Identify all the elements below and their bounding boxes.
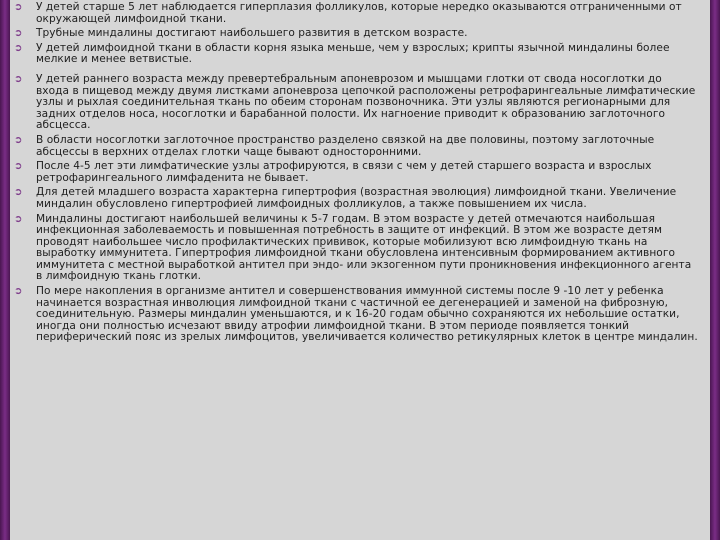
paragraph-text: По мере накопления в организме антител и совершенствования иммунной системы после 9 -10 лет у ребенка начинается возрастная инволюция лимфоидной ткани с частичной ее дегенерацией и заменой на фиброзную, соединительную. Размеры миндалин уменьшаются, и к 16-20 годам обычно сохраняются их небольшие остатки, иногда они полностью исчезают ввиду атрофии лимфоидной ткани. В этом периоде появляется тонкий периферический пояс из зрелых лимфоцитов, увеличивается количество ретикулярных клеток в центре миндалин. — [36, 285, 698, 344]
circled-arrow-bullet-icon: ➲ — [14, 134, 23, 146]
list-item — [14, 72, 698, 132]
circled-arrow-bullet-icon: ➲ — [14, 73, 23, 85]
paragraph-text: У детей старше 5 лет наблюдается гиперплазия фолликулов, которые нередко оказываются отграниченными от окружающей лимфоидной ткани. — [36, 1, 682, 25]
paragraph-text: Миндалины достигают наибольшей величины к 5-7 годам. В этом возрасте у детей отмечаются наибольшая инфекционная заболеваемость и повышенная потребность в защите от инфекций. В этом же возрасте детям проводят наибольшее число профилактических прививок, которые мобилизуют всю лимфоидную ткань на выработку иммунитета. Гипертрофия лимфоидной ткани обусловлена интенсивным формированием активного иммунитета с местной выработкой антител при эндо- или экзогенном пути проникновения инфекционного агента в лимфоидную ткань глотки. — [36, 212, 692, 283]
list-item — [14, 212, 698, 284]
circled-arrow-bullet-icon: ➲ — [14, 286, 23, 298]
circled-arrow-bullet-icon: ➲ — [14, 2, 23, 13]
circled-arrow-bullet-icon: ➲ — [14, 213, 23, 225]
list-item — [14, 285, 698, 344]
circled-arrow-bullet-icon: ➲ — [14, 42, 23, 54]
list-item — [14, 27, 698, 40]
paragraph-text: У детей лимфоидной ткани в области корня языка меньше, чем у взрослых; крипты язычной миндалины более мелкие и менее ветвистые. — [36, 41, 670, 66]
circled-arrow-bullet-icon: ➲ — [14, 161, 23, 173]
paragraph-text: Для детей младшего возраста характерна гипертрофия (возрастная эволюция) лимфоидной ткани. Увеличение миндалин обусловлено гипертрофией лимфоидных фолликулов, а также повышением их числа. — [36, 186, 677, 210]
circled-arrow-bullet-icon: ➲ — [14, 28, 23, 40]
circled-arrow-bullet-icon: ➲ — [14, 187, 23, 199]
paragraph-text: У детей раннего возраста между превертебральным апоневрозом и мышцами глотки от свода носоглотки до входа в пищевод между двумя листками апоневроза цепочкой расположены ретрофарингеальные лимфатические узлы и рыхлая соединительная ткань по обеим сторонам позвоночника. Эти узлы являются регионарными для задних отделов носа, носоглотки и барабанной полости. Их нагноение приводит к образованию заглоточного абсцесса. — [36, 72, 696, 132]
list-item — [14, 133, 698, 158]
list-item — [14, 160, 698, 184]
list-item — [14, 1, 698, 25]
left-frame-bar — [0, 0, 10, 540]
slide-body — [10, 0, 710, 540]
right-frame-bar — [710, 0, 720, 540]
list-item — [14, 41, 698, 66]
paragraph-text: В области носоглотки заглоточное пространство разделено связкой на две половины, поэтому заглоточные абсцессы в верхних отделах глотки чаще бывают односторонними. — [36, 133, 655, 158]
list-item — [14, 186, 698, 210]
bullet-list — [14, 1, 698, 347]
paragraph-text: Трубные миндалины достигают наибольшего развития в детском возрасте. — [36, 27, 468, 40]
paragraph-text: После 4-5 лет эти лимфатические узлы атрофируются, в связи с чем у детей старшего возраста и взрослых ретрофарингеального лимфаденита не бывает. — [36, 160, 652, 184]
